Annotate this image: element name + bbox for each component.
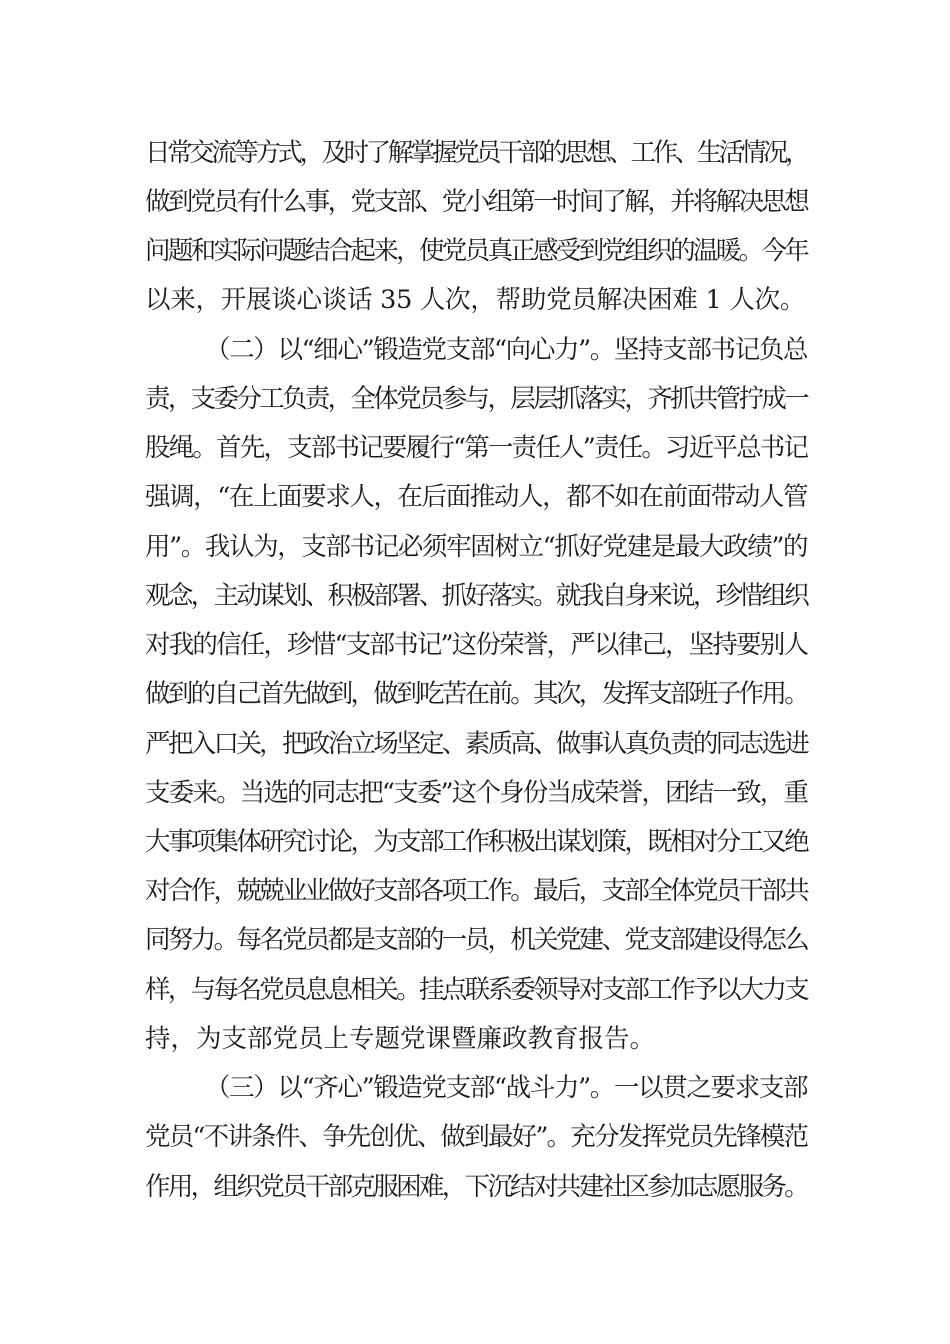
text-line: 同努力。每名党员都是支部的一员，机关党建、党支部建设得怎么 bbox=[145, 925, 807, 955]
text-line: 党员“不讲条件、争先创优、做到最好”。充分发挥党员先锋模范 bbox=[145, 1122, 807, 1152]
text-line: 用”。我认为，支部书记必须牢固树立“抓好党建是最大政绩”的 bbox=[145, 532, 807, 562]
text-line: 问题和实际问题结合起来，使党员真正感受到党组织的温暖。今年 bbox=[145, 236, 807, 266]
text-line: 做到的自己首先做到，做到吃苦在前。其次，发挥支部班子作用。 bbox=[145, 679, 807, 709]
text-line: （二）以“细心”锻造党支部“向心力”。坚持支部书记负总 bbox=[205, 335, 807, 365]
text-line: 对合作，兢兢业业做好支部各项工作。最后，支部全体党员干部共 bbox=[145, 876, 807, 906]
text-line: 大事项集体研究讨论，为支部工作积极出谋划策，既相对分工又绝 bbox=[145, 827, 807, 857]
text-line: 作用，组织党员干部克服困难，下沉结对共建社区参加志愿服务。 bbox=[145, 1172, 807, 1202]
text-line: 严把入口关，把政治立场坚定、素质高、做事认真负责的同志选进 bbox=[145, 729, 807, 759]
text-line: 日常交流等方式，及时了解掌握党员干部的思想、工作、生活情况， bbox=[145, 138, 807, 168]
text-line: 支委来。当选的同志把“支委”这个身份当成荣誉，团结一致，重 bbox=[145, 778, 807, 808]
text-line: 样，与每名党员息息相关。挂点联系委领导对支部工作予以大力支 bbox=[145, 975, 807, 1005]
text-line: 对我的信任，珍惜“支部书记”这份荣誉，严以律己，坚持要别人 bbox=[145, 630, 807, 660]
text-line: 以来，开展谈心谈话 35 人次，帮助党员解决困难 1 人次。 bbox=[145, 285, 806, 315]
text-line: 强调，“在上面要求人，在后面推动人，都不如在前面带动人管 bbox=[145, 482, 807, 512]
text-line: 责，支委分工负责，全体党员参与，层层抓落实，齐抓共管拧成一 bbox=[145, 384, 807, 414]
text-line: 做到党员有什么事，党支部、党小组第一时间了解，并将解决思想 bbox=[145, 187, 807, 217]
text-line: 持，为支部党员上专题党课暨廉政教育报告。 bbox=[145, 1024, 656, 1054]
text-line: 观念，主动谋划、积极部署、抓好落实。就我自身来说，珍惜组织 bbox=[145, 581, 807, 611]
text-line: （三）以“齐心”锻造党支部“战斗力”。一以贯之要求支部 bbox=[205, 1073, 807, 1103]
text-line: 股绳。首先，支部书记要履行“第一责任人”责任。习近平总书记 bbox=[145, 433, 807, 463]
